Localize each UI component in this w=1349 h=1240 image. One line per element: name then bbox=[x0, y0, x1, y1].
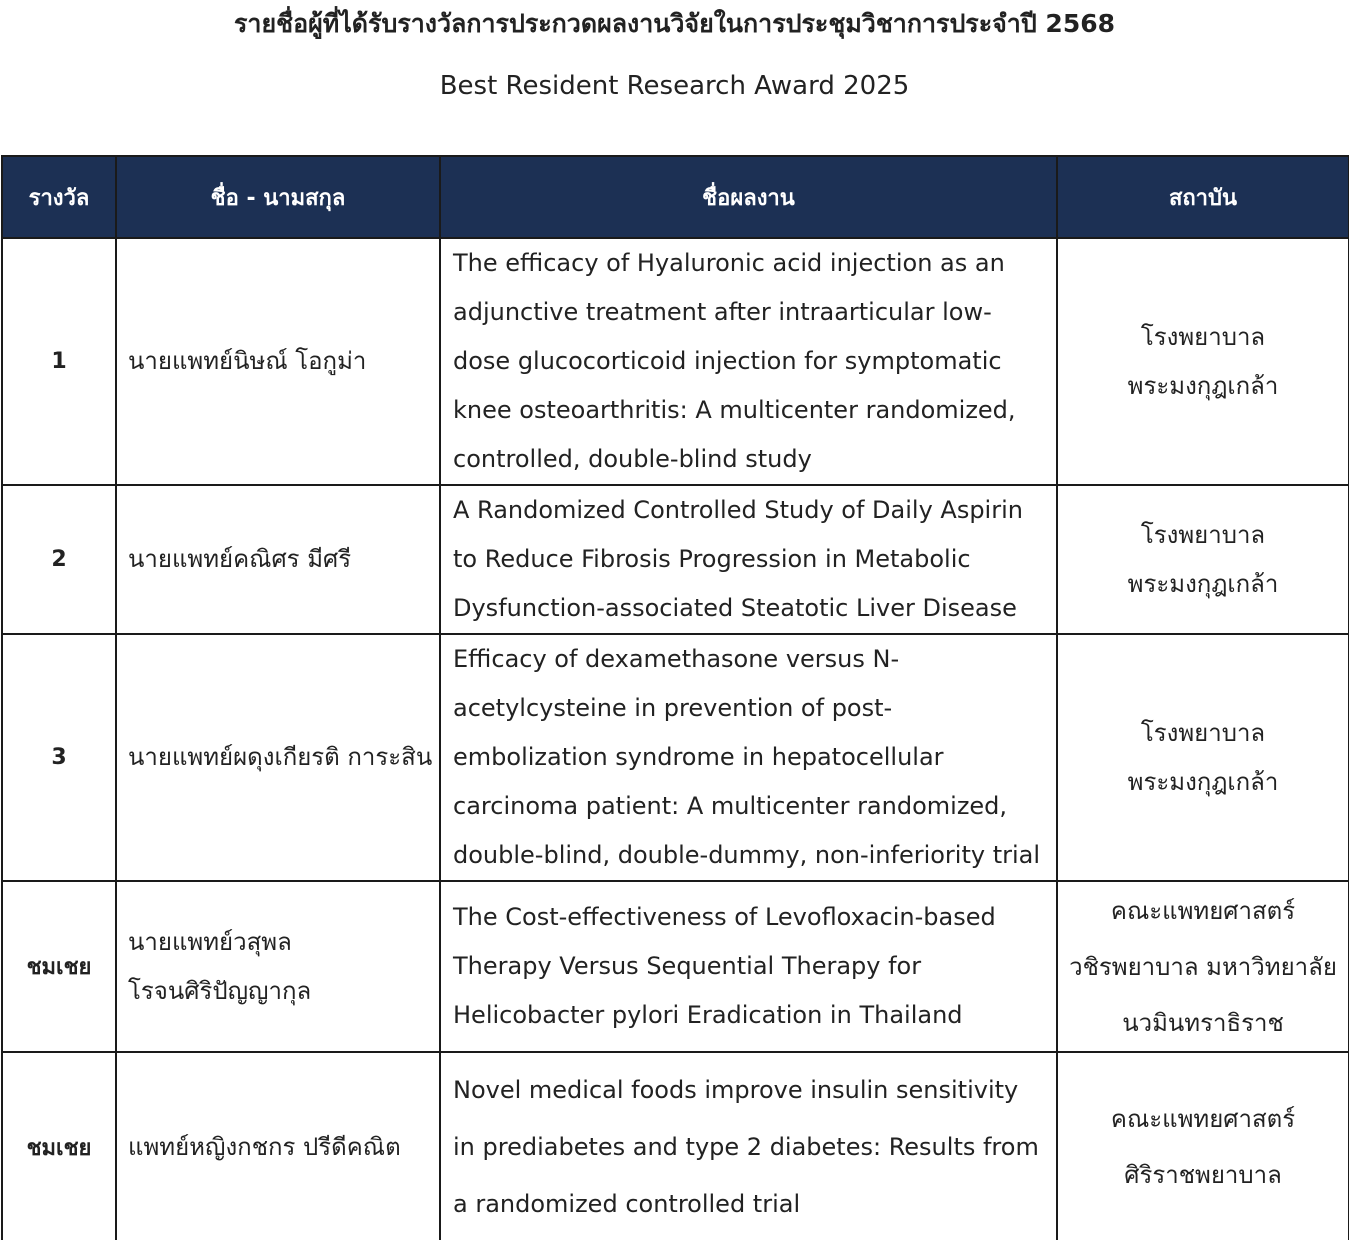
page-subtitle: Best Resident Research Award 2025 bbox=[439, 71, 910, 101]
institution-cell bbox=[1057, 238, 1349, 485]
award-cell: ชมเชย bbox=[2, 881, 116, 1052]
institution-line: โรงพยาบาล bbox=[1140, 718, 1266, 747]
name-cell bbox=[116, 881, 440, 1052]
table-row bbox=[2, 634, 1349, 881]
award-cell: 1 bbox=[2, 238, 116, 485]
institution-line: พระมงกุฎเกล้า bbox=[1127, 767, 1279, 796]
table-header-row bbox=[2, 156, 1349, 238]
institution-line: โรงพยาบาล bbox=[1140, 520, 1266, 549]
name-cell: นายแพทย์ผดุงเกียรติ การะสิน bbox=[116, 634, 440, 881]
institution-line: พระมงกุฎเกล้า bbox=[1127, 569, 1279, 598]
name-cell: แพทย์หญิงกชกร ปรีดีคณิต bbox=[116, 1052, 440, 1240]
table-row bbox=[2, 485, 1349, 634]
research-title-cell: The efficacy of Hyaluronic acid injection as an adjunctive treatment after intraarticular low-dose glucocorticoid injection for symptomatic knee osteoarthritis: A multicenter randomized, controlled, double-blind study bbox=[440, 238, 1057, 485]
name-cell: นายแพทย์คณิศร มีศรี bbox=[116, 485, 440, 634]
award-table bbox=[1, 155, 1349, 1240]
research-title-cell: Efficacy of dexamethasone versus N-acetylcysteine in prevention of post-embolization syndrome in hepatocellular carcinoma patient: A multicenter randomized, double-blind, double-dummy, non-inferiority trial bbox=[440, 634, 1057, 881]
name-line: นายแพทย์วสุพล bbox=[128, 927, 292, 956]
award-cell: 3 bbox=[2, 634, 116, 881]
column-header-name: ชื่อ - นามสกุล bbox=[116, 156, 440, 238]
page-title: รายชื่อผู้ที่ได้รับรางวัลการประกวดผลงานวิจัยในการประชุมวิชาการประจำปี 2568 bbox=[233, 9, 1116, 38]
research-title-cell: A Randomized Controlled Study of Daily Aspirin to Reduce Fibrosis Progression in Metabolic Dysfunction-associated Steatotic Liver Disease bbox=[440, 485, 1057, 634]
column-header-institution: สถาบัน bbox=[1057, 156, 1349, 238]
award-cell: ชมเชย bbox=[2, 1052, 116, 1240]
table-row bbox=[2, 881, 1349, 1052]
institution-cell bbox=[1057, 881, 1349, 1052]
institution-line: ศิริราชพยาบาล bbox=[1124, 1161, 1282, 1189]
research-title-cell: Novel medical foods improve insulin sensitivity in prediabetes and type 2 diabetes: Results from a randomized controlled trial bbox=[440, 1052, 1057, 1240]
name-line: โรจนศิริปัญญากุล bbox=[128, 976, 312, 1005]
institution-line: โรงพยาบาล bbox=[1140, 322, 1266, 351]
institution-line: นวมินทราธิราช bbox=[1122, 1008, 1284, 1037]
table-row bbox=[2, 238, 1349, 485]
research-title-cell: The Cost-effectiveness of Levofloxacin-based Therapy Versus Sequential Therapy for Helicobacter pylori Eradication in Thailand bbox=[440, 881, 1057, 1052]
institution-cell bbox=[1057, 634, 1349, 881]
institution-cell bbox=[1057, 1052, 1349, 1240]
institution-line: วชิรพยาบาล มหาวิทยาลัย bbox=[1069, 952, 1337, 981]
column-header-award: รางวัล bbox=[2, 156, 116, 238]
name-cell: นายแพทย์นิษณ์ โอกูม่า bbox=[116, 238, 440, 485]
award-cell: 2 bbox=[2, 485, 116, 634]
institution-line: คณะแพทยศาสตร์ bbox=[1110, 896, 1296, 925]
institution-line: พระมงกุฎเกล้า bbox=[1127, 371, 1279, 400]
table-row bbox=[2, 1052, 1349, 1240]
institution-cell bbox=[1057, 485, 1349, 634]
institution-line: คณะแพทยศาสตร์ bbox=[1110, 1105, 1296, 1133]
column-header-title: ชื่อผลงาน bbox=[440, 156, 1057, 238]
